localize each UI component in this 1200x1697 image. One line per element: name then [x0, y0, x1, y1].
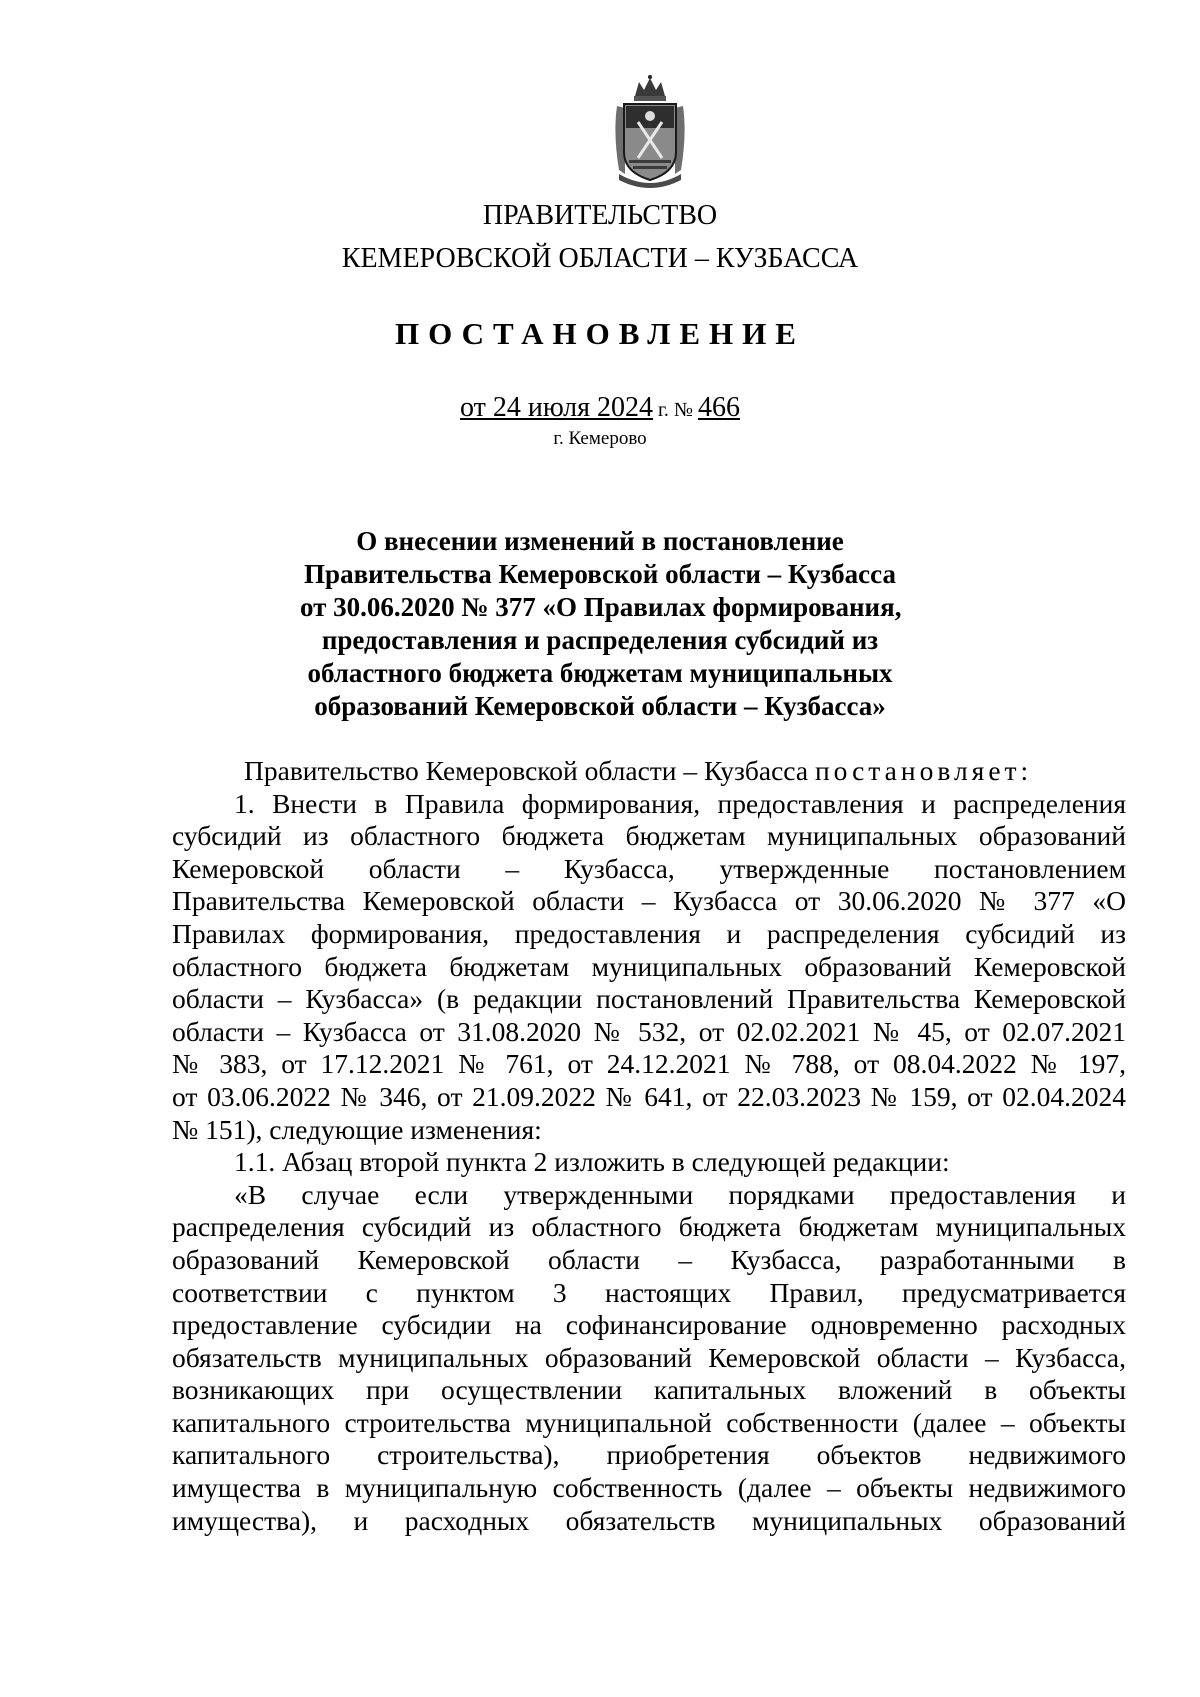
- title-line: от 30.06.2020 № 377 «О Правилах формирования,: [300, 592, 902, 622]
- title-line: областного бюджета бюджетам муниципальных: [307, 658, 893, 688]
- body-line: Правилах формирования, предоставления и распределения субсидий из: [172, 917, 1126, 949]
- date-prefix: от: [460, 392, 493, 423]
- body-line: предоставление субсидии на софинансирование одновременно расходных: [172, 1309, 1126, 1341]
- intro-spaced-word: постановляет: [814, 755, 1021, 786]
- body-line: возникающих при осуществлении капитальных вложений в объекты: [172, 1374, 1126, 1406]
- coat-of-arms-icon: [611, 74, 689, 188]
- intro-paragraph: [172, 755, 1126, 788]
- body-line: распределения субсидий из областного бюджета бюджетам муниципальных: [172, 1211, 1126, 1243]
- document-type: ПОСТАНОВЛЕНИЕ: [395, 316, 805, 351]
- body-line: № 151), следующие изменения:: [172, 1113, 542, 1145]
- government-name-line2: КЕМЕРОВСКОЙ ОБЛАСТИ – КУЗБАССА: [341, 243, 859, 274]
- title-line: предоставления и распределения субсидий из: [321, 625, 879, 655]
- document-city: г. Кемерово: [553, 428, 647, 449]
- body-line: образований Кемеровской области – Кузбасса, разработанными в: [172, 1243, 1126, 1275]
- body-line: капитального строительства), приобретения объектов недвижимого: [172, 1439, 1126, 1471]
- body-line: имущества в муниципальную собственность (далее – объекты недвижимого: [172, 1472, 1126, 1504]
- title-line: О внесении изменений в постановление: [356, 526, 844, 556]
- body-line: области – Кузбасса от 31.08.2020 № 532, от 02.02.2021 № 45, от 02.07.2021: [172, 1015, 1126, 1047]
- body-line: обязательств муниципальных образований Кемеровской области – Кузбасса,: [172, 1341, 1126, 1373]
- body-line: имущества), и расходных обязательств муниципальных образований: [172, 1504, 1126, 1536]
- intro-colon: :: [1020, 755, 1029, 786]
- body-line: областного бюджета бюджетам муниципальных образований Кемеровской: [172, 950, 1126, 982]
- title-line: образований Кемеровской области – Кузбасса»: [314, 691, 886, 721]
- body-line: соответствии с пунктом 3 настоящих Правил, предусматривается: [172, 1276, 1126, 1308]
- government-name-line1: ПРАВИТЕЛЬСТВО: [482, 200, 718, 231]
- body-line: субсидий из областного бюджета бюджетам муниципальных образований: [172, 820, 1126, 852]
- document-body: [172, 755, 1126, 1537]
- body-line: области – Кузбасса» (в редакции постановлений Правительства Кемеровской: [172, 983, 1126, 1015]
- body-line: Правительства Кемеровской области – Кузбасса от 30.06.2020 № 377 «О: [172, 885, 1126, 917]
- body-line: капитального строительства муниципальной собственности (далее – объекты: [172, 1406, 1126, 1438]
- title-line: Правительства Кемеровской области – Кузбасса: [304, 559, 896, 589]
- document-date-line: [0, 392, 1200, 424]
- body-line: 1.1. Абзац второй пункта 2 изложить в следующей редакции:: [234, 1146, 950, 1178]
- document-date: 24 июля 2024: [492, 392, 653, 423]
- body-line: от 03.06.2022 № 346, от 21.09.2022 № 641, от 22.03.2023 № 159, от 02.04.2024: [172, 1080, 1126, 1112]
- document-title: [300, 525, 900, 723]
- intro-text: Правительство Кемеровской области – Кузбасса: [244, 755, 815, 786]
- number-label: г. №: [652, 399, 698, 421]
- document-number: 466: [697, 392, 740, 423]
- body-line: Кемеровской области – Кузбасса, утвержденные постановлением: [172, 852, 1126, 884]
- body-line: 1. Внести в Правила формирования, предоставления и распределения: [234, 787, 1126, 819]
- body-line: № 383, от 17.12.2021 № 761, от 24.12.2021 № 788, от 08.04.2022 № 197,: [172, 1048, 1126, 1080]
- body-line: «В случае если утвержденными порядками предоставления и: [234, 1178, 1126, 1210]
